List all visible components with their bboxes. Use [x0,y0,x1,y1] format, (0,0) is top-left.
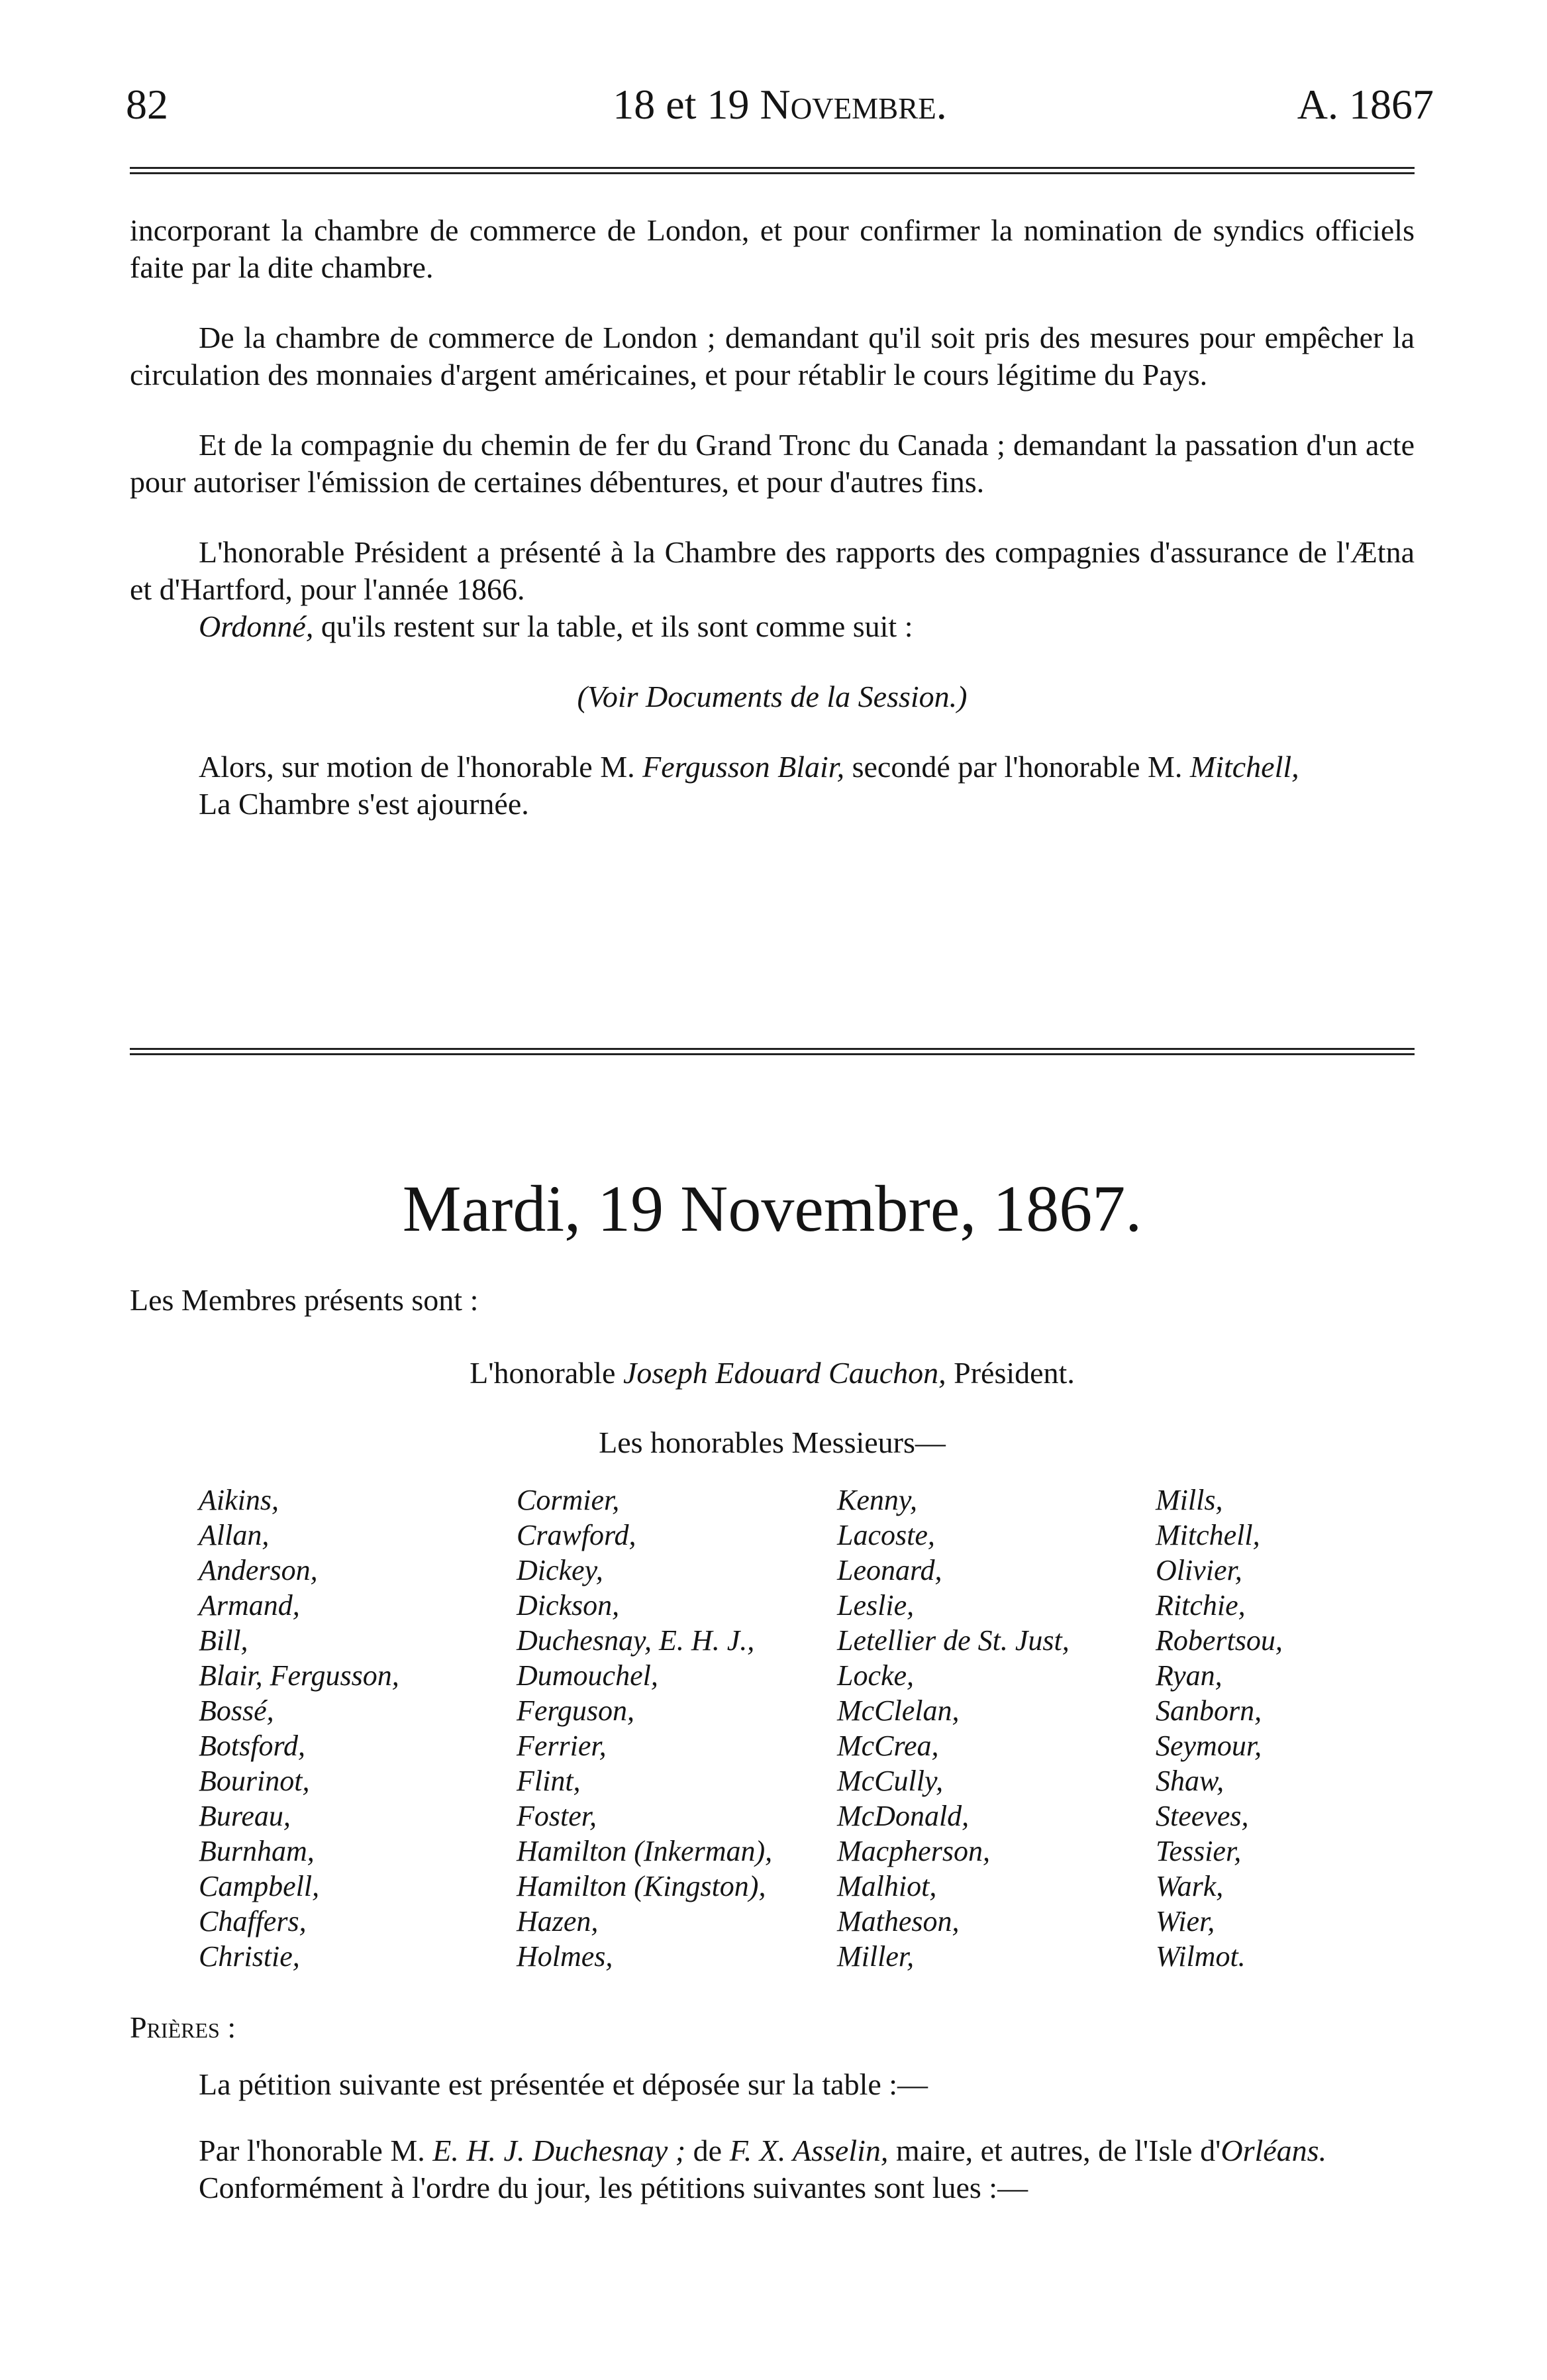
honorables-heading: Les honorables Messieurs— [599,1425,946,1459]
member-name: Campbell, [199,1870,320,1902]
members-column-4 [1156,1482,1283,1974]
ordonne-word: Ordonné, [199,609,314,643]
member-name: Hamilton (Kingston), [517,1870,766,1902]
speaker-name: Joseph Edouard Cauchon, [623,1356,946,1390]
members-column-2 [517,1482,772,1974]
member-name: Miller, [837,1940,915,1973]
member-name: Letellier de St. Just, [837,1624,1070,1657]
members-present-label: Les Membres présents sont : [130,1283,479,1317]
member-name: Tessier, [1156,1835,1242,1867]
paragraph-london-coins: De la chambre de commerce de London ; demandant qu'il soit pris des mesures pour empêcher la circulation des monnaies d'argent américaines, et pour rétablir le cours légitime du Pays. [130,321,1415,391]
member-name: Sanborn, [1156,1694,1262,1727]
ordonne-rest: qu'ils restent sur la table, et ils sont comme suit : [313,609,913,643]
member-name: Seymour, [1156,1730,1262,1762]
member-name: Ritchie, [1156,1589,1246,1622]
member-name: Mills, [1156,1484,1223,1516]
petition-place: Orléans. [1221,2134,1327,2167]
member-name: Robertsou, [1156,1624,1283,1657]
member-name: Wier, [1156,1905,1215,1938]
petition-petitioner: F. X. Asselin, [729,2134,889,2167]
petition-presenter: E. H. J. Duchesnay ; [432,2134,686,2167]
member-name: Locke, [837,1659,915,1692]
speaker-line [130,1355,1415,1392]
member-name: Ryan, [1156,1659,1223,1692]
prieres-heading: Prières : [130,2010,236,2044]
member-name: Dickson, [517,1589,620,1622]
member-name: Leonard, [837,1554,942,1586]
member-name: Botsford, [199,1730,305,1762]
member-name: Shaw, [1156,1765,1224,1797]
member-name: Holmes, [517,1940,613,1973]
member-name: Lacoste, [837,1519,935,1551]
petition-intro: La pétition suivante est présentée et déposée sur la table :— [199,2067,928,2101]
voir-documents: (Voir Documents de la Session.) [577,680,968,713]
petition-duchesnay [130,2132,1415,2169]
member-name: Armand, [199,1589,300,1622]
member-name: Leslie, [837,1589,915,1622]
member-name: Steeves, [1156,1800,1249,1832]
member-name: Bossé, [199,1694,274,1727]
header-date-days: 18 et 19 [613,81,760,128]
header-date [126,78,1434,131]
speaker-prefix: L'honorable [470,1356,623,1390]
members-column-1 [199,1482,399,1974]
paragraph-london-chamber: incorporant la chambre de commerce de London, et pour confirmer la nomination de syndics officiels faite par la dite chambre. [130,213,1415,284]
paragraph-adjourned: La Chambre s'est ajournée. [199,787,529,821]
member-name: Bill, [199,1624,248,1657]
petition-part-a: Par l'honorable M. [199,2134,433,2167]
member-name: Dickey, [517,1554,603,1586]
member-name: Hamilton (Inkerman), [517,1835,773,1867]
member-name: Cormier, [517,1484,620,1516]
motion-mover: Fergusson Blair, [642,750,845,784]
member-name: Aikins, [199,1484,279,1516]
member-name: Chaffers, [199,1905,307,1938]
member-name: Matheson, [837,1905,960,1938]
member-name: McCrea, [837,1730,939,1762]
members-column-3 [837,1482,1070,1974]
member-name: Wilmot. [1156,1940,1246,1973]
member-name: Foster, [517,1800,597,1832]
page-number: 82 [126,81,168,128]
member-name: Wark, [1156,1870,1224,1902]
member-name: Mitchell, [1156,1519,1260,1551]
member-name: McClelan, [837,1694,960,1727]
motion-part-c: secondé par l'honorable M. [844,750,1183,784]
member-name: Bureau, [199,1800,291,1832]
header-month: Novembre. [760,81,947,128]
page-header [126,78,1434,131]
petition-part-e: maire, et autres, de l'Isle d' [888,2134,1221,2167]
sitting-title: Mardi, 19 Novembre, 1867. [402,1172,1142,1245]
member-name: Blair, Fergusson, [199,1659,399,1692]
member-name: Anderson, [199,1554,318,1586]
member-name: Hazen, [517,1905,599,1938]
member-name: McDonald, [837,1800,970,1832]
motion-seconder: Mitchell, [1189,750,1299,784]
member-name: Allan, [199,1519,270,1551]
petitions-read: Conformément à l'ordre du jour, les pétitions suivantes sont lues :— [199,2171,1028,2204]
speaker-suffix: Président. [946,1356,1075,1390]
section-rule [130,1048,1415,1055]
paragraph-ordonne [130,608,1415,645]
member-name: Ferguson, [517,1694,635,1727]
paragraph-insurance-reports: L'honorable Président a présenté à la Chambre des rapports des compagnies d'assurance de l'Ætna et d'Hartford, pour l'année 1866. [130,535,1415,606]
member-name: Duchesnay, E. H. J., [517,1624,755,1657]
member-name: Kenny, [837,1484,917,1516]
paragraph-adjourn-motion [130,749,1415,786]
member-name: Bourinot, [199,1765,310,1797]
paragraph-grand-trunk: Et de la compagnie du chemin de fer du Grand Tronc du Canada ; demandant la passation d'un acte pour autoriser l'émission de certaines débentures, et pour d'autres fins. [130,428,1415,499]
petition-part-c: de [685,2134,730,2167]
member-name: Malhiot, [837,1870,937,1902]
member-name: Crawford, [517,1519,636,1551]
lower-section [130,2009,1415,2206]
member-name: Olivier, [1156,1554,1242,1586]
member-name: Flint, [517,1765,581,1797]
member-name: Ferrier, [517,1730,607,1762]
member-name: Dumouchel, [517,1659,658,1692]
upper-section [130,212,1415,823]
motion-part-a: Alors, sur motion de l'honorable M. [199,750,643,784]
member-name: McCully, [837,1765,944,1797]
member-name: Christie, [199,1940,300,1973]
header-year: A. 1867 [1297,81,1434,128]
member-name: Macpherson, [837,1835,990,1867]
member-name: Burnham, [199,1835,315,1867]
header-rule [130,167,1415,174]
